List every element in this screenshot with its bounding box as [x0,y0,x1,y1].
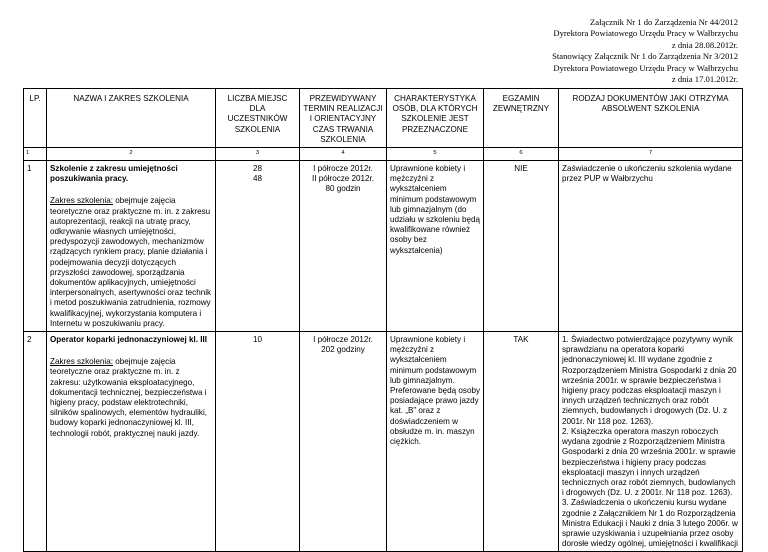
col-header-term: PRZEWIDYWANY TERMIN REALIZACJI I ORIENTACYJNY CZAS TRWANIA SZKOLENIA [300,89,387,148]
col-number: 1 [24,148,47,161]
col-header-lp: LP. [24,89,47,148]
training-table [23,88,743,552]
row-places [216,332,300,552]
header-line: Dyrektora Powiatowego Urzędu Pracy w Wałbrzychu [553,28,738,39]
col-number: 3 [216,148,300,161]
col-number: 6 [484,148,559,161]
annex-header-note [408,17,738,85]
scope-label: Zakres szkolenia: [50,196,113,206]
table-header-row [24,89,743,148]
training-scope [50,196,212,329]
column-number-row [24,148,743,161]
places-value: 28 [252,164,262,174]
table-row [24,161,743,332]
scope-label: Zakres szkolenia: [50,357,113,367]
col-header-documents: RODZAJ DOKUMENTÓW JAKI OTRZYMA ABSOLWENT SZKOLENIA [559,89,743,148]
header-line: Stanowiący Załącznik Nr 1 do Zarządzenia Nr 3/2012 [552,51,738,62]
col-header-characteristics: CHARAKTERYSTYKA OSÓB, DLA KTÓRYCH SZKOLENIE JEST PRZEZNACZONE [387,89,484,148]
places-value: 48 [252,174,262,184]
row-exam: NIE [484,161,559,332]
col-header-name: NAZWA I ZAKRES SZKOLENIA [47,89,216,148]
scope-text: obejmuje zajęcia teoretyczne oraz praktyczne m. in. z zakresu: użytkowania eksploatacyjnego, dokumentacji technicznej, bezpieczeństwa i higieny pracy, podstaw elektrotechniki, silników spalinowych, elementów hydrauliki, budowy koparki jednonaczyniowej kl. III, technologii robót, praktycznej nauki jazdy. [50,357,207,438]
header-line: z dnia 28.08.2012r. [671,39,738,50]
document-item: 2. Książeczka operatora maszyn roboczych wydana zgodnie z Rozporządzeniem Ministra Gospodarki z dnia 20 września 2001r. w sprawie bezpieczeństwa i higieny pracy podczas eksploatacji maszyn i innych urządzeń technicznych oraz robót ziemnych, budowlanych i drogowych (Dz. U. z 2001r. Nr 118 poz. 1263). [562,426,736,498]
term-line: 202 godziny [321,345,365,355]
places-value: 10 [252,335,262,345]
row-lp: 2 [24,332,47,552]
col-number: 4 [300,148,387,161]
table-row [24,332,743,552]
training-title: Operator koparki jednonaczyniowej kl. III [50,335,207,345]
term-line: I półrocze 2012r. [313,335,373,345]
document-item: Zaświadczenie o ukończeniu szkolenia wydane przez PUP w Wałbrzychu [562,164,732,184]
row-lp: 1 [24,161,47,332]
term-line: 80 godzin [325,184,361,194]
row-term [300,161,387,332]
training-title: Szkolenie z zakresu umiejętności poszukiwania pracy. [50,164,178,184]
col-header-places: LICZBA MIEJSC DLA UCZESTNIKÓW SZKOLENIA [216,89,300,148]
term-line: II półrocze 2012r. [311,174,375,184]
row-documents [559,332,743,552]
row-training-name [47,332,216,552]
row-characteristics: Uprawnione kobiety i mężczyźni z wykształceniem minimum podstawowym lub gimnazjalnym (do udziału w szkoleniu będą kwalifikowane również osoby bez wykształcenia) [387,161,484,332]
row-places [216,161,300,332]
col-number: 5 [387,148,484,161]
header-line: z dnia 17.01.2012r. [671,74,738,85]
col-header-exam: EGZAMIN ZEWNĘTRZNY [484,89,559,148]
header-line: Załącznik Nr 1 do Zarządzenia Nr 44/2012 [590,17,738,27]
document-item: 1. Świadectwo potwierdzające pozytywny wynik sprawdzianu na operatora koparki jednonaczyniowej kl. III wydane zgodnie z Rozporządzeniem Ministra Gospodarki z dnia 20 września 2001r. w sprawie bezpieczeństwa i higieny pracy podczas eksploatacji maszyn i innych urządzeń technicznych oraz robót ziemnych, budowlanych i drogowych (Dz. U. z 2001r. Nr 118 poz. 1263). [562,335,737,426]
col-number: 2 [47,148,216,161]
row-characteristics: Uprawnione kobiety i mężczyźni z wykształceniem minimum podstawowym lub gimnazjalnym. Preferowane będą osoby posiadające prawo jazdy kat. „B” oraz z doświadczeniem w obsłudze m. in. maszyn ciężkich. [387,332,484,552]
row-term [300,332,387,552]
row-exam: TAK [484,332,559,552]
document-item: 3. Zaświadczenia o ukończeniu kursu wydane zgodnie z Załącznikiem Nr 1 do Rozporządzenia Ministra Edukacji i Nauki z dnia 3 lutego 2006r. w sprawie uzyskiwania i uzupełniania przez osoby dorosłe wiedzy ogólnej, umiejętności i kwalifikacji [562,498,738,549]
scope-text: obejmuje zajęcia teoretyczne oraz praktyczne m. in. z zakresu autoprezentacji, reakcji na utratę pracy, odkrywanie własnych umiejętności, predyspozycji zawodowych, mechanizmów rządzących rynkiem pracy, planie działania i podejmowania decyzji dotyczących przyszłości zawodowej, sporządzania dokumentów aplikacyjnych, umiejętności interpersonalnych, asertywności oraz technik i metod poszukiwania zatrudnienia, rozmowy kwalifikacyjnej, wykorzystania komputera i Internetu w poszukiwaniu pracy. [50,196,212,328]
col-number: 7 [559,148,743,161]
term-line: I półrocze 2012r. [313,164,373,174]
row-documents [559,161,743,332]
row-training-name [47,161,216,332]
header-line: Dyrektora Powiatowego Urzędu Pracy w Wałbrzychu [553,62,738,73]
training-scope [50,357,212,439]
